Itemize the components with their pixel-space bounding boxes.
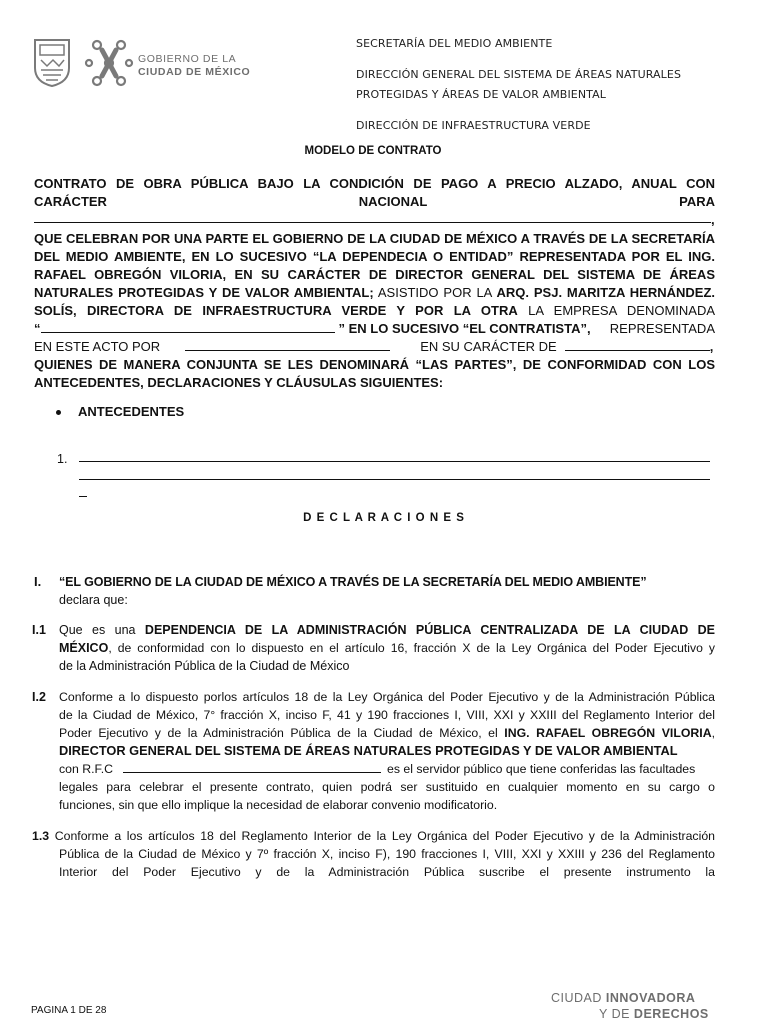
antecedente-blank-1 xyxy=(79,450,710,462)
intro-blank-line xyxy=(34,211,711,223)
slogan-derechos: DERECHOS xyxy=(633,1007,709,1021)
parties-paragraph xyxy=(34,230,715,392)
parties-line4 xyxy=(34,284,715,302)
ing-name: RAFAEL OBREGÓN VILORIA xyxy=(34,267,223,282)
i2-paragraph xyxy=(59,688,715,814)
logo-text-line1: GOBIERNO DE LA xyxy=(138,53,237,65)
i2-line1: Conforme a lo dispuesto porlos artículos 18 de la Ley Orgánica del Poder Ejecutivo y de la Administración Pública xyxy=(59,690,715,704)
section-i-declara: declara que: xyxy=(59,593,128,607)
declaraciones-heading: D E C L A R A C I O N E S xyxy=(303,512,465,524)
antecedentes-label: ANTECEDENTES xyxy=(78,404,185,419)
intro-line1-text: CONTRATO DE OBRA PÚBLICA BAJO LA CONDICIÓN DE PAGO A PRECIO ALZADO, ANUAL CON xyxy=(34,176,715,191)
i2-line3-b: ING. RAFAEL OBREGÓN VILORIA xyxy=(504,726,712,740)
i2-number: I.2 xyxy=(32,690,46,704)
i2-line3-c: , xyxy=(711,726,715,740)
i3-line1 xyxy=(32,827,715,845)
slogan-yde: Y DE xyxy=(599,1007,634,1021)
empresa-blank xyxy=(41,321,335,333)
contratista-label: ” EN LO SUCESIVO “EL CONTRATISTA”, xyxy=(338,321,591,336)
i2-line4: DIRECTOR GENERAL DEL SISTEMA DE ÁREAS NATURALES PROTEGIDAS Y DE VALOR AMBIENTAL xyxy=(59,743,678,758)
arq-name: ARQ. PSJ. MARITZA HERNÁNDEZ. xyxy=(496,285,716,300)
header-direccion-general-line2: PROTEGIDAS Y ÁREAS DE VALOR AMBIENTAL xyxy=(356,88,606,101)
antecedente-item-number: 1. xyxy=(57,452,68,466)
slogan-line2 xyxy=(551,1006,709,1022)
slogan-line1 xyxy=(551,990,709,1006)
page-number: PAGINA 1 DE 28 xyxy=(31,1005,107,1016)
parties-line4-a: NATURALES PROTEGIDAS Y DE VALOR AMBIENTAL; xyxy=(34,285,374,300)
antecedente-blank-2 xyxy=(79,468,710,480)
i1-paragraph xyxy=(59,621,715,675)
parties-line4-b: ASISTIDO POR LA xyxy=(373,285,497,300)
parties-line8: QUIENES DE MANERA CONJUNTA SE LES DENOMINARÁ “LAS PARTES”, DE CONFORMIDAD CON LOS xyxy=(34,357,715,372)
parties-line5-c: LA EMPRESA DENOMINADA xyxy=(517,303,716,318)
i1-line2-a: MÉXICO xyxy=(59,641,109,655)
caracter-comma: , xyxy=(709,339,714,354)
section-i-title: “EL GOBIERNO DE LA CIUDAD DE MÉXICO A TRAVÉS DE LA SECRETARÍA DEL MEDIO AMBIENTE” xyxy=(59,575,647,589)
i2-line3 xyxy=(59,724,715,742)
header-secretaria: SECRETARÍA DEL MEDIO AMBIENTE xyxy=(356,37,553,50)
i1-line2-b: , de conformidad con lo dispuesto en el artículo 16, fracción X de la Ley Orgánica del Poder Ejecutivo y xyxy=(108,641,715,655)
antecedentes-heading xyxy=(56,403,184,421)
i2-line3-a: Poder Ejecutivo y de la Administración Pública de la Ciudad de México, el xyxy=(59,726,505,740)
intro-line2 xyxy=(34,193,715,211)
i1-line1-b: DEPENDENCIA DE LA ADMINISTRACIÓN PÚBLICA CENTRALIZADA DE LA CIUDAD DE xyxy=(144,623,715,637)
header-direccion-general-line1: DIRECCIÓN GENERAL DEL SISTEMA DE ÁREAS NATURALES xyxy=(356,68,682,81)
parties-line6 xyxy=(34,320,715,338)
intro-blank-comma: , xyxy=(711,212,715,227)
footer-slogan xyxy=(551,990,709,1022)
parties-line5-b: , DIRECTORA DE INFRAESTRUCTURA VERDE Y POR LA OTRA xyxy=(73,303,518,318)
i2-line2: de la Ciudad de México, 7° fracción X, inciso F, 41 y 190 fracciones I, VIII, XXI y XXIII del Reglamento Interior del xyxy=(59,708,715,722)
i2-line6: legales para celebrar el presente contrato, quien podrá ser sustituido en cualquier momento en su cargo o xyxy=(59,780,715,794)
intro-line1 xyxy=(34,175,715,193)
intro-caracter: CARÁCTER xyxy=(34,194,107,209)
parties-line1: QUE CELEBRAN POR UNA PARTE EL GOBIERNO DE LA CIUDAD DE MÉXICO A TRAVÉS DE LA SECRETARÍA xyxy=(34,231,715,246)
rfc-label: con R.F.C xyxy=(59,762,113,776)
intro-nacional: NACIONAL xyxy=(358,194,428,209)
representada-label: REPRESENTADA xyxy=(609,321,715,336)
parties-line7 xyxy=(34,338,715,356)
i3-line2: Pública de la Ciudad de México y 7º fracción X, inciso F), 190 fracciones I, VIII, XXI y XXIII y 236 del Reglamento xyxy=(59,847,715,861)
logo-text-line2: CIUDAD DE MÉXICO xyxy=(138,66,251,78)
i3-line1-text: Conforme a los artículos 18 del Reglamento Interior de la Ley Orgánica del Poder Ejecutivo y de la Administración xyxy=(49,829,715,843)
gobierno-cdmx-emblem-icon xyxy=(84,38,134,88)
intro-para: PARA xyxy=(679,194,715,209)
en-este-acto: EN ESTE ACTO POR xyxy=(34,339,161,354)
i3-number: 1.3 xyxy=(32,829,50,843)
i3-paragraph xyxy=(32,827,715,881)
slogan-innovadora: INNOVADORA xyxy=(605,991,696,1005)
i2-line5 xyxy=(59,760,715,778)
document-title: MODELO DE CONTRATO xyxy=(304,145,442,157)
solis-name: SOLÍS xyxy=(34,303,74,318)
parties-line9: ANTECEDENTES, DECLARACIONES Y CLÁUSULAS SIGUIENTES: xyxy=(34,375,444,390)
antecedente-blank-3 xyxy=(79,485,87,497)
parties-line3-rest: , EN SU CARÁCTER DE DIRECTOR GENERAL DEL SISTEMA DE ÁREAS xyxy=(222,267,715,282)
cdmx-shield-logo xyxy=(33,38,71,88)
parties-line3 xyxy=(34,266,715,284)
i1-line1 xyxy=(59,621,715,639)
parties-line5 xyxy=(34,302,715,320)
header-direccion-infra: DIRECCIÓN DE INFRAESTRUCTURA VERDE xyxy=(356,119,591,132)
en-su-caracter: EN SU CARÁCTER DE xyxy=(420,339,557,354)
i2-line5-b: es el servidor público que tiene conferidas las facultades xyxy=(387,762,696,776)
bullet-icon xyxy=(56,410,61,415)
i2-line7: funciones, sin que ello implique la necesidad de elaborar convenio modificatorio. xyxy=(59,798,498,812)
i3-line3: Interior del Poder Ejecutivo y de la Administración Pública suscribe el presente instrumento la xyxy=(59,865,715,879)
i1-number: I.1 xyxy=(32,623,46,637)
parties-line2: DEL MEDIO AMBIENTE, EN LO SUCESIVO “LA DEPENDECIA O ENTIDAD” REPRESENTADA POR EL ING. xyxy=(34,249,715,264)
logo-text xyxy=(138,53,250,79)
caracter-blank xyxy=(565,339,710,351)
open-quote: “ xyxy=(34,321,41,336)
section-i-number: I. xyxy=(34,574,42,589)
i1-line3: de la Administración Pública de la Ciudad de México xyxy=(59,659,350,673)
representante-blank xyxy=(185,339,390,351)
slogan-ciudad: CIUDAD xyxy=(551,991,606,1005)
i1-line1-a: Que es una xyxy=(59,623,145,637)
rfc-blank xyxy=(123,761,381,773)
i1-line2 xyxy=(59,639,715,657)
